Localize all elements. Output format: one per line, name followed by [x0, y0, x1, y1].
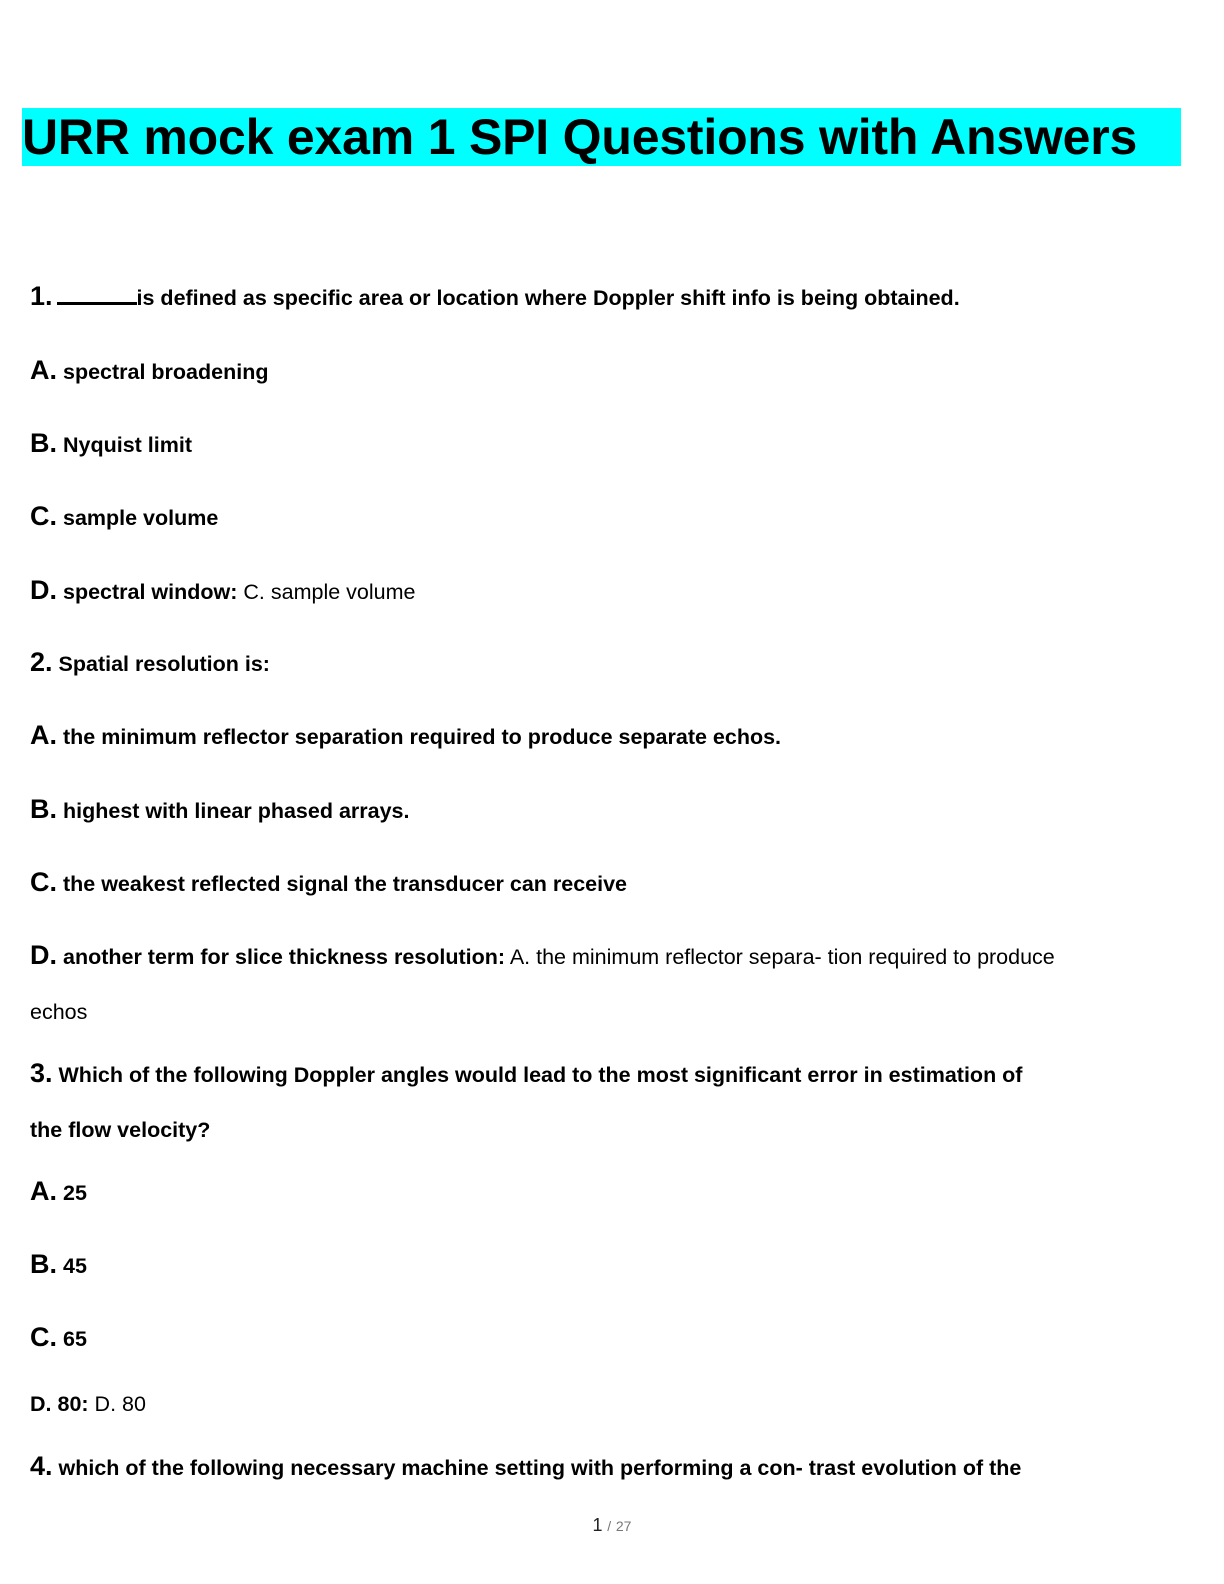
option-text: 25 — [62, 1181, 87, 1205]
answer-text: C. sample volume — [243, 580, 416, 604]
option-marker: A. — [30, 720, 57, 750]
option-marker: D. — [30, 575, 57, 605]
option-c — [30, 1324, 87, 1351]
option-d — [30, 577, 415, 604]
question-number: 4. — [30, 1451, 53, 1481]
question-number: 2. — [30, 647, 53, 677]
option-text: highest with linear phased arrays. — [62, 799, 410, 823]
option-marker: C. — [30, 867, 57, 897]
question-text: is defined as specific area or location where Doppler shift info is being obtained. — [136, 286, 960, 310]
answer-text: A. the minimum reflector separa- tion required to produce — [509, 945, 1055, 969]
total-pages: 27 — [615, 1518, 632, 1534]
option-b — [30, 1251, 87, 1278]
document-title: URR mock exam 1 SPI Questions with Answers — [22, 108, 1181, 166]
question-continuation — [30, 1120, 210, 1142]
option-marker: B. — [30, 794, 57, 824]
option-a — [30, 1178, 87, 1205]
option-marker: C. — [30, 1322, 57, 1352]
page-indicator — [0, 1515, 1224, 1536]
option-text: the weakest reflected signal the transducer can receive — [62, 872, 628, 896]
question-2 — [30, 649, 270, 676]
option-b — [30, 796, 409, 823]
option-d — [30, 942, 1055, 969]
option-b — [30, 430, 192, 457]
question-4 — [30, 1453, 1021, 1480]
option-text: spectral broadening — [62, 360, 269, 384]
question-1 — [30, 283, 960, 310]
answer-text: D. 80 — [94, 1392, 146, 1416]
fill-in-blank — [57, 301, 137, 305]
question-3 — [30, 1060, 1022, 1087]
option-c — [30, 869, 627, 896]
answer-continuation — [30, 1002, 87, 1024]
option-text: 45 — [62, 1254, 87, 1278]
option-text: spectral window: — [62, 580, 238, 604]
option-marker: A. — [30, 355, 57, 385]
option-marker: C. — [30, 501, 57, 531]
question-text: Spatial resolution is: — [58, 652, 270, 676]
page-separator: / — [607, 1518, 612, 1534]
option-c — [30, 503, 218, 530]
option-a — [30, 357, 268, 384]
question-number: 3. — [30, 1058, 53, 1088]
option-marker: D. — [30, 940, 57, 970]
option-a — [30, 722, 781, 749]
option-text: the minimum reflector separation required to produce separate echos. — [62, 725, 782, 749]
question-number: 1. — [30, 281, 53, 311]
current-page: 1 — [592, 1515, 603, 1535]
option-text: 65 — [62, 1327, 87, 1351]
option-text: sample volume — [62, 506, 219, 530]
option-marker: D. — [30, 1392, 52, 1416]
option-text: 80: — [57, 1392, 89, 1416]
option-marker: A. — [30, 1176, 57, 1206]
question-text: the flow velocity? — [30, 1118, 211, 1142]
option-marker: B. — [30, 1249, 57, 1279]
option-text: Nyquist limit — [62, 433, 192, 457]
answer-text: echos — [30, 1000, 88, 1024]
option-text: another term for slice thickness resolution: — [62, 945, 506, 969]
option-d — [30, 1394, 146, 1416]
question-text: Which of the following Doppler angles would lead to the most significant error in estimation of — [58, 1063, 1023, 1087]
question-text: which of the following necessary machine setting with performing a con- trast evolution of the — [58, 1456, 1022, 1480]
option-marker: B. — [30, 428, 57, 458]
